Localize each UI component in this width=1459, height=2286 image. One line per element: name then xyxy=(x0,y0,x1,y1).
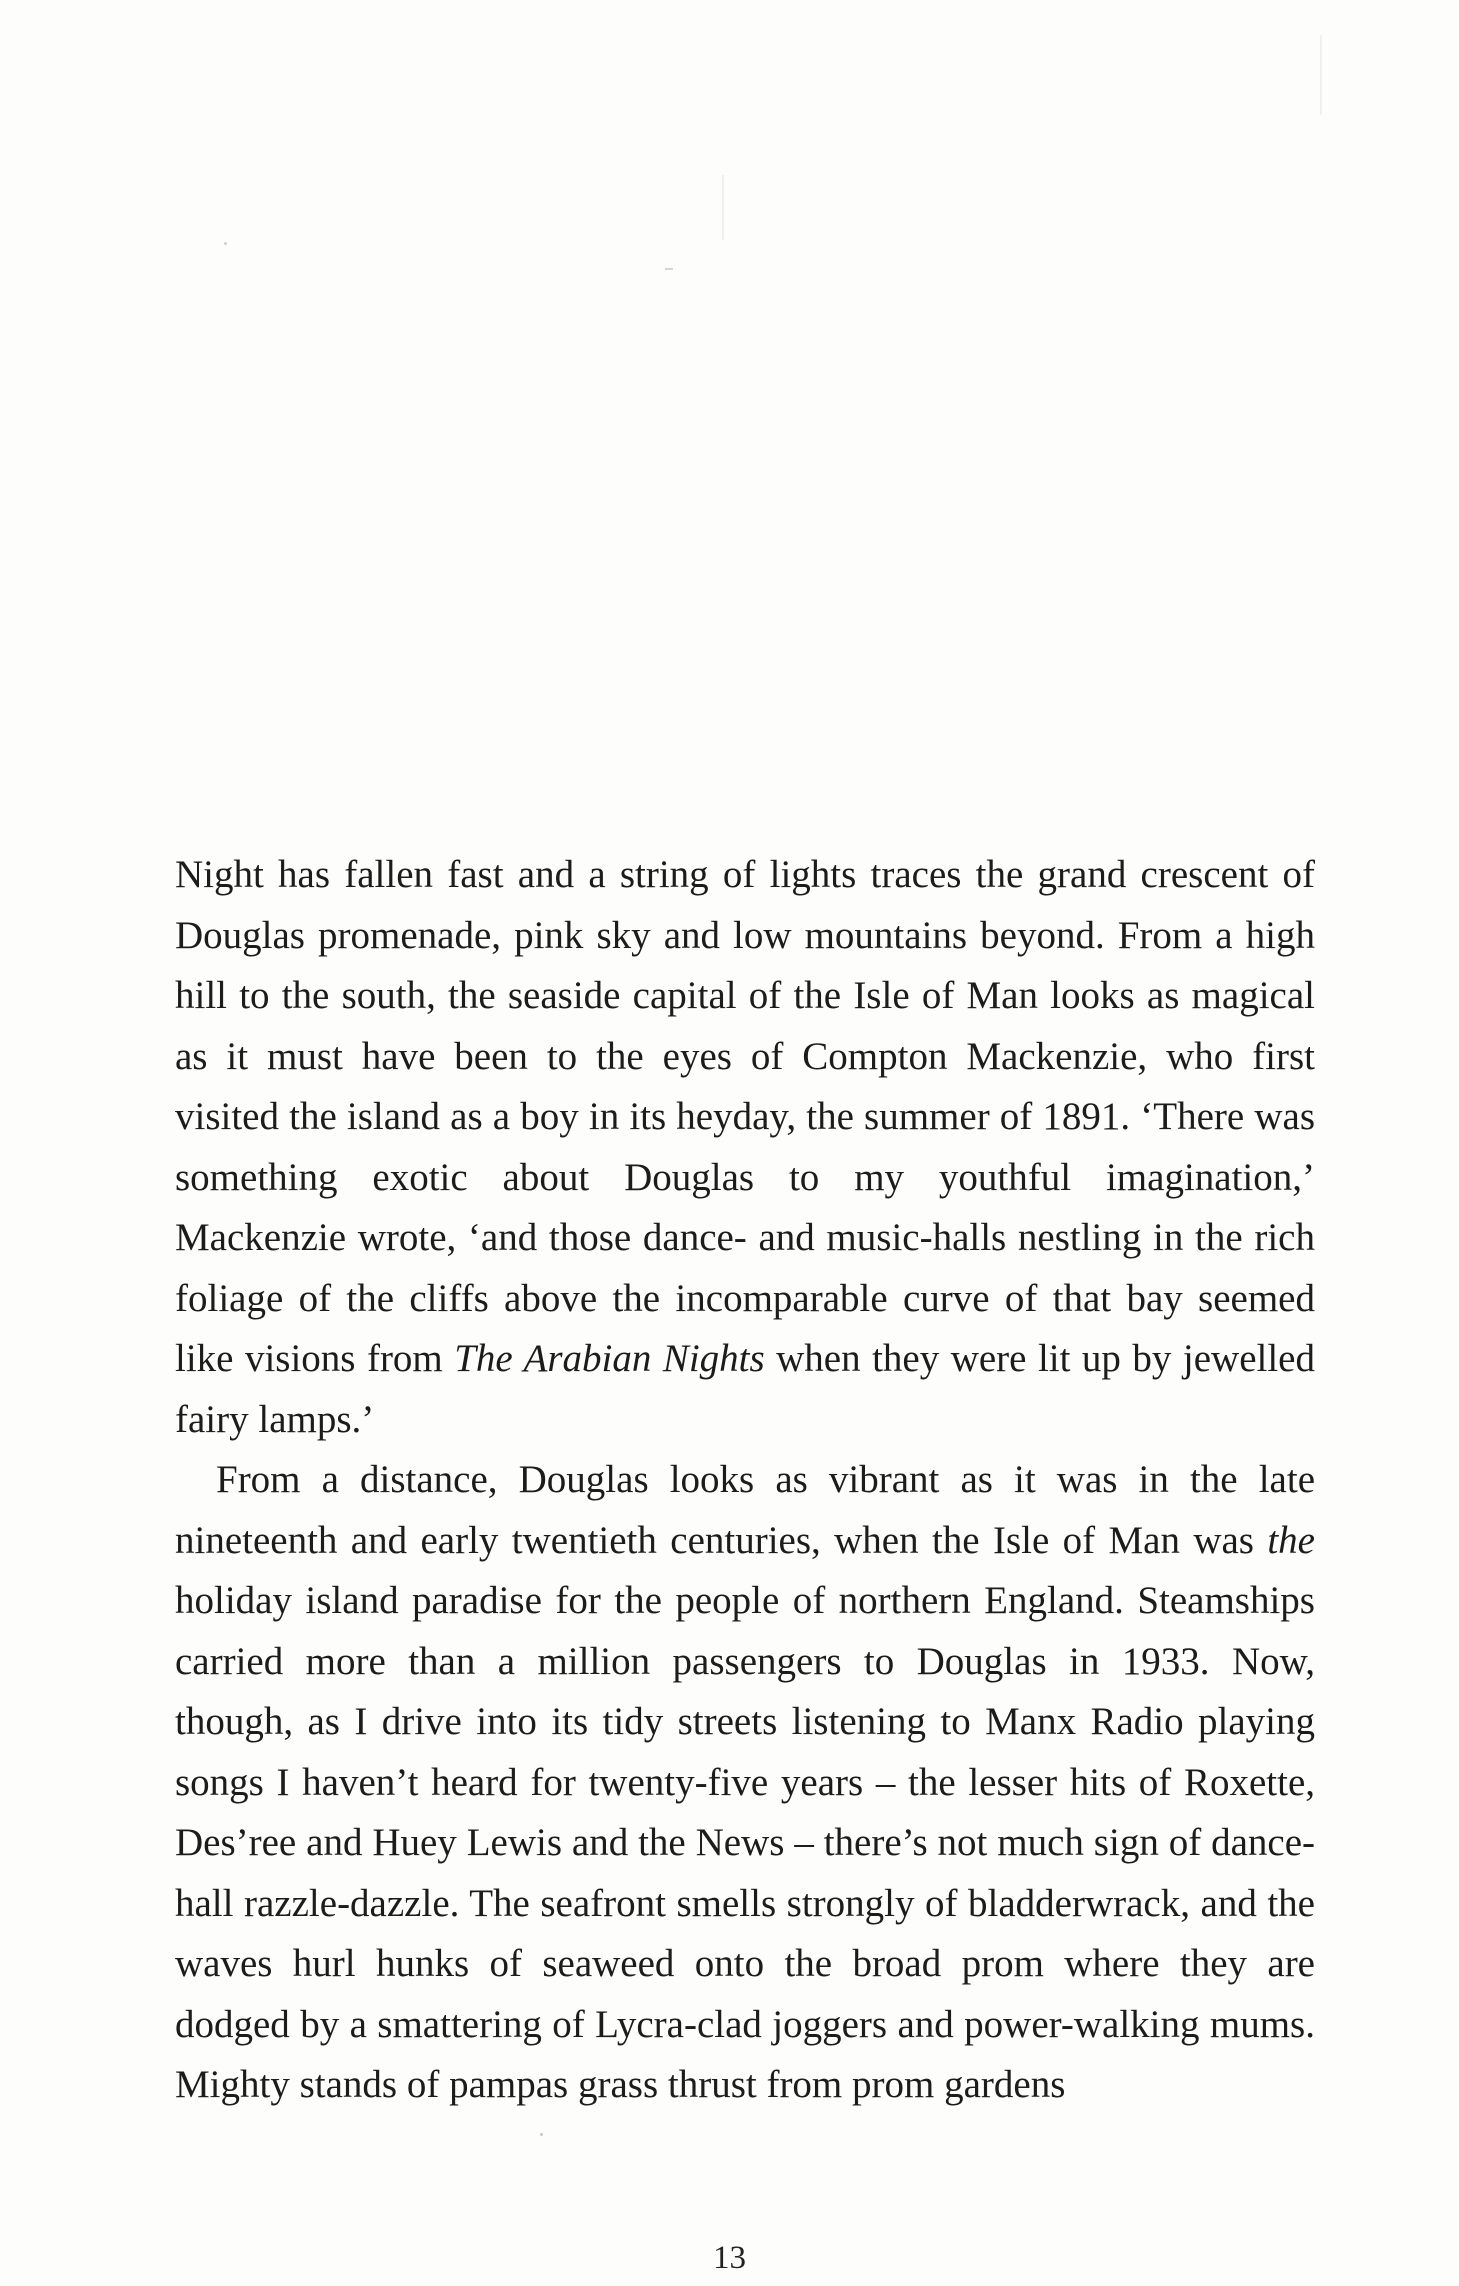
paragraph-2-text-b: holiday island paradise for the people of northern England. Steamships carried more than a million passengers to Douglas in 1933. Now, though, as I drive into its tidy streets listening to Manx Radio playing songs I haven’t heard for twenty-five years – the lesser hits of Roxette, Des’ree and Huey Lewis and the News – there’s not much sign of dance-hall razzle-dazzle. The seafront smells strongly of bladderwrack, and the waves hurl hunks of seaweed onto the broad prom where they are dodged by a smattering of Lycra-clad joggers and power-walking mums. Mighty stands of pampas grass thrust from prom gardens xyxy=(175,1579,1315,2106)
paragraph-1-text-b: when they were lit up by jewelled fairy lamps.’ xyxy=(175,1337,1315,1441)
body-text xyxy=(175,845,1315,2116)
scan-speck xyxy=(722,175,724,240)
scan-speck xyxy=(540,2133,543,2136)
scan-speck xyxy=(665,268,673,270)
page-number: 13 xyxy=(713,2240,746,2276)
paragraph-1-text-a: Night has fallen fast and a string of lights traces the grand crescent of Douglas promenade, pink sky and low mountains beyond. From a high hill to the south, the seaside capital of the Isle of Man looks as magical as it must have been to the eyes of Compton Mackenzie, who first visited the island as a boy in its heyday, the summer of 1891. ‘There was something exotic about Douglas to my youthful imagination,’ Mackenzie wrote, ‘and those dance- and music-halls nestling in the rich foliage of the cliffs above the incomparable curve of that bay seemed like visions from xyxy=(175,853,1315,1380)
scan-speck xyxy=(1320,35,1322,115)
paragraph-2-text-a: From a distance, Douglas looks as vibrant as it was in the late nineteenth and early twentieth centuries, when the Isle of Man was xyxy=(175,1458,1315,1562)
paragraph-1 xyxy=(175,845,1315,1450)
emphasis-the: the xyxy=(1267,1518,1315,1562)
scan-speck xyxy=(224,242,227,245)
paragraph-2 xyxy=(175,1450,1315,2116)
book-title-arabian-nights: The Arabian Nights xyxy=(454,1337,765,1380)
